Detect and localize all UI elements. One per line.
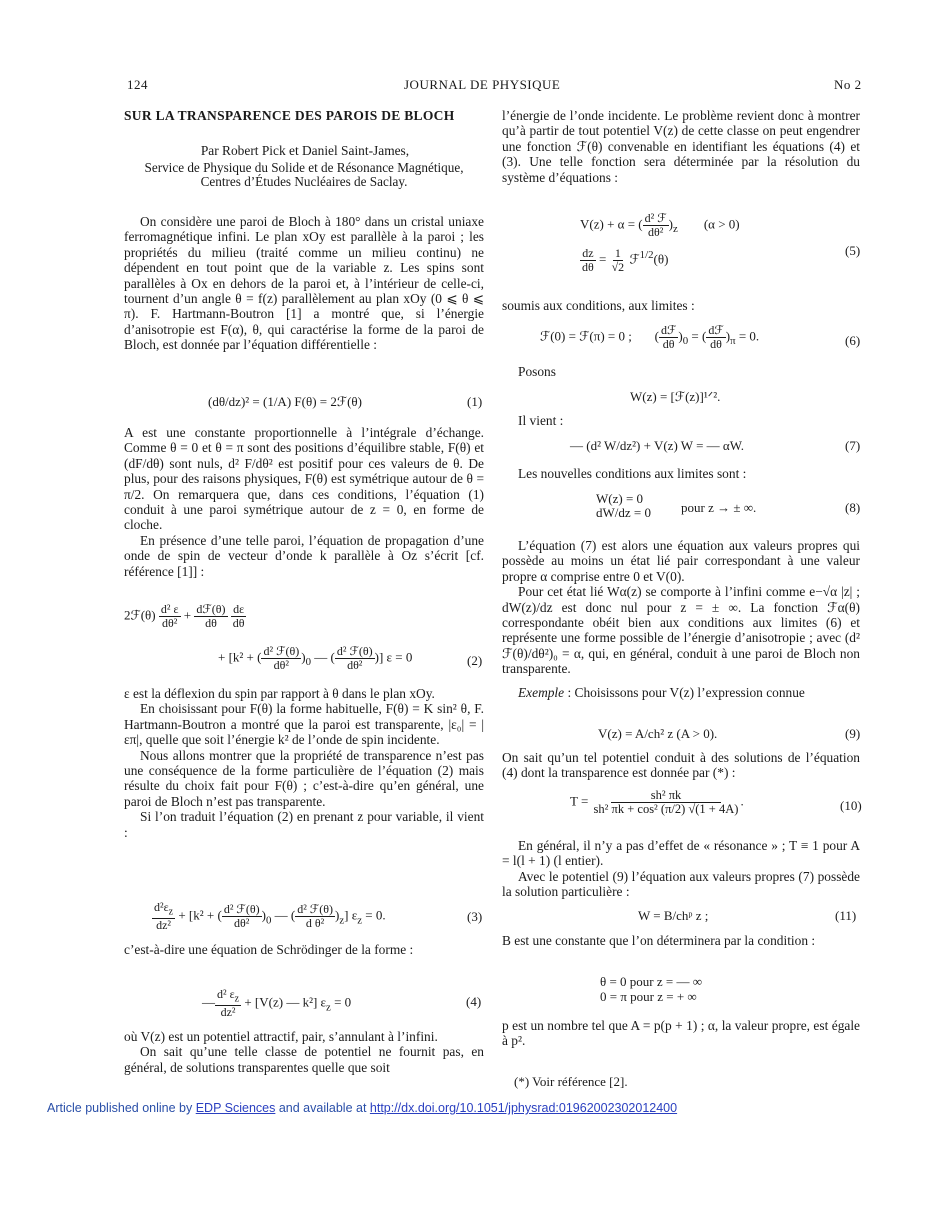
right-paragraph-3 (518, 364, 668, 379)
paragraph: On considère une paroi de Bloch à 180° dans un cristal uniaxe ferromagnétique infini. Le plan xOy est parallèle à la paroi ; les propriétés du milieu (traité comme un milieu continu) ne dépendent en tout point que de la variable z. Les spins sont parallèles à Ox en dehors de la paroi et, à l’intérieur de celle-ci, tournent d’un angle θ = f(z) parallèlement au plan xOy (0 ⩽ θ ⩽ π). F. Hartmann-Boutron [1] a montré que, si l’énergie d’anisotropie est F(α), θ, qui caractérise la forme de la paroi de Bloch, est donnée par l’équation différentielle : (124, 214, 484, 353)
paragraph: En choisissant pour F(θ) la forme habituelle, F(θ) = K sin² θ, F. Hartmann-Boutron a montré que la paroi est transparente, |ε₀| = |επ|, quelle que soit l’énergie k² de l’onde de spin incidente. (124, 701, 484, 748)
issue-number: No 2 (834, 77, 862, 92)
paragraph: c’est-à-dire une équation de Schrödinger de la forme : (124, 942, 414, 957)
footer-prefix: Article published online by (47, 1101, 196, 1115)
right-paragraph-9 (502, 750, 860, 781)
paragraph: L’équation (7) est alors une équation aux valeurs propres qui possède au moins un état lié pair correspondant à une valeur propre α comprise entre 0 et V(0). (502, 538, 860, 584)
equation-3-number: (3) (467, 909, 483, 924)
article-authors: Par Robert Pick et Daniel Saint-James, (200, 143, 410, 158)
equation-1: (dθ/dz)² = (1/A) F(θ) = 2ℱ(θ) (208, 394, 362, 409)
left-paragraphs-2-3 (124, 425, 484, 579)
equation-8 (596, 492, 651, 520)
right-paragraph-13 (502, 1018, 860, 1049)
paragraph: où V(z) est un potentiel attractif, pair, s’annulant à l’infini. (124, 1029, 438, 1044)
publication-footer (47, 1101, 677, 1115)
left-paragraphs-4-7 (124, 686, 484, 840)
equation-4-number: (4) (466, 994, 482, 1009)
equation-8-line-1: W(z) = 0 (596, 491, 644, 506)
paragraph: l’énergie de l’onde incidente. Le problème revient donc à montrer qu’à partir de tout potentiel V(z) de cette classe on peut engendrer une fonction ℱ(θ) convenable en identifiant les équations (4) et (3). Une telle fonction sera déterminée par la résolution du système d’équations : (502, 108, 860, 185)
paragraph: Posons (518, 364, 556, 379)
journal-name: JOURNAL DE PHYSIQUE (404, 77, 561, 92)
footer-middle: and available at (275, 1101, 370, 1115)
example-text: : Choisissons pour V(z) l’expression connue (564, 684, 805, 700)
equation-11-number: (11) (835, 908, 857, 923)
right-paragraph-2 (502, 298, 860, 313)
paragraph: Les nouvelles conditions aux limites sont : (518, 466, 747, 481)
equation-9-number: (9) (845, 726, 861, 741)
equation-6-lhs: ℱ(0) = ℱ(π) = 0 ; (540, 328, 632, 344)
equation-w: W(z) = [ℱ(z)]¹ᐟ². (630, 389, 721, 404)
paragraph: soumis aux conditions, aux limites : (502, 298, 695, 313)
equation-6-number: (6) (845, 333, 861, 348)
paragraph (502, 685, 860, 700)
paragraph: On sait qu’une telle classe de potentiel ne fournit pas, en général, de solutions transparentes quelle que soit (124, 1044, 484, 1075)
equation-6: ℱ(0) = ℱ(π) = 0 ; ( $\frac{\text{dℱ}}{d\theta}$ )$_0$ = ( $\frac{\text{dℱ}}{d\theta}$ )$_\pi = 0$. (540, 323, 760, 351)
equation-7-number: (7) (845, 438, 861, 453)
affiliation (118, 161, 490, 189)
paragraph: En général, il n’y a pas d’effet de « résonance » ; T ≡ 1 pour A = l(l + 1) (l entier). (502, 838, 860, 869)
paragraph: Avec le potentiel (9) l’équation aux valeurs propres (7) possède la solution particulière : (502, 868, 860, 900)
equation-11: W = B/chᵖ z ; (638, 908, 709, 923)
equation-4: — $\frac{d^2 \varepsilon_z}{\text{dz²}}$ + [V(z) — k²] $\varepsilon_z = 0$ (202, 987, 352, 1020)
right-paragraph-4 (518, 413, 668, 428)
equation-12 (600, 974, 702, 1004)
paragraph: Si l’on traduit l’équation (2) en prenant z pour variable, il vient : (124, 809, 484, 840)
right-paragraph-5 (518, 466, 858, 481)
equation-5: V(z) + α = ( $\frac{\text{d² ℱ}}{\text{dθ²}}$ )$_z$ (α > 0) $\frac{dz}{d\theta}$ = $\frac{1}{√2}$ ℱ$^{1/2}$(θ) (580, 211, 740, 274)
paragraph: Nous allons montrer que la propriété de transparence n’est pas une conséquence de la forme particulière de l’équation (2) mais résulte du choix fait pour F(θ) ; c’est-à-dire qu’en général, une paroi de Bloch n’est pas transparente. (124, 747, 484, 809)
equation-8-line-2: dW/dz = 0 (596, 505, 651, 520)
left-paragraph-1 (124, 214, 484, 353)
right-paragraphs-10-12 (502, 838, 860, 900)
right-paragraph-12 (502, 933, 860, 948)
right-paragraph-1 (502, 108, 860, 185)
paragraph: p est un nombre tel que A = p(p + 1) ; α, la valeur propre, est égale à p². (502, 1018, 860, 1049)
publisher-link[interactable]: EDP Sciences (195, 1101, 276, 1115)
doi-link[interactable]: http://dx.doi.org/10.1051/jphysrad:01962002302012400 (369, 1101, 678, 1115)
paragraph: A est une constante proportionnelle à l’intégrale d’échange. Comme θ = 0 et θ = π sont des positions d’équilibre stable, F(θ) et (dF/dθ) sont nuls, d² F/dθ² est positif pour ces valeurs de θ. De plus, pour des raisons physiques, F(θ) est symétrique autour de θ = π/2. On remarquera que, dans ces conditions, l’équation (1) conduit à une paroi symétrique autour de z = 0, en forme de cloche. (124, 425, 484, 533)
equation-12-line-1: θ = 0 pour z = — ∞ (600, 974, 703, 989)
footnote: (*) Voir référence [2]. (514, 1074, 628, 1089)
left-paragraphs-9-10 (124, 1029, 484, 1075)
paragraph: En présence d’une telle paroi, l’équation de propagation d’une onde de spin de vecteur d’onde k parallèle à Oz s’écrit [cf. référence [1]] : (124, 532, 484, 579)
equation-1-number: (1) (467, 394, 483, 409)
affiliation-line-2: Centres d’Études Nucléaires de Saclay. (200, 174, 408, 189)
paragraph: Il vient : (518, 413, 564, 428)
paragraph: ε est la déflexion du spin par rapport à θ dans le plan xOy. (124, 686, 435, 701)
article-title: SUR LA TRANSPARENCE DES PAROIS DE BLOCH (124, 108, 455, 123)
equation-7: — (d² W/dz²) + V(z) W = — αW. (570, 438, 745, 453)
equation-10-number: (10) (840, 798, 862, 813)
equation-9: V(z) = A/ch² z (A > 0). (598, 726, 718, 741)
left-paragraph-8 (124, 942, 484, 957)
page-number: 124 (127, 77, 148, 92)
equation-8-number: (8) (845, 500, 861, 515)
equation-2-line-1: 2ℱ(θ) $\frac{\text{d² ε}}{\text{dθ²}}$ + $\frac{\text{dℱ(θ)}}{d\theta}$ $\frac{d\varepsilon}{d\theta}$ (124, 602, 245, 630)
paragraph: B est une constante que l’on déterminera par la condition : (502, 933, 816, 948)
equation-2-line-2: + [k² + ( $\frac{\text{d² ℱ(θ)}}{\text{dθ²}}$ )$_0$ — ( $\frac{\text{d² ℱ(θ)}}{\text{dθ²}}$ )] ε = 0 (218, 644, 413, 672)
equation-10: T = $\frac{\text{sh² πk}}{\text{sh² πk + cos² (π/2) √(1 + 4A)}}$ . (570, 788, 744, 816)
example-label: Exemple (518, 684, 565, 700)
equation-5-number: (5) (845, 243, 861, 258)
equation-3: $\frac{d^2\varepsilon_z}{\text{dz²}}$ + [k² + ( $\frac{\text{d² ℱ(θ)}}{\text{dθ²}}$ )$_0$ — ( $\frac{\text{d² ℱ(θ)}}{\text{d θ²}}$ )$_z$] $\varepsilon_z = 0$. (154, 900, 386, 933)
affiliation-line-1: Service de Physique du Solide et de Résonance Magnétique, (144, 160, 464, 175)
equation-8-condition: pour z → ± ∞. (681, 500, 757, 515)
paragraph: On sait qu’un tel potentiel conduit à des solutions de l’équation (4) dont la transparence est donnée par (*) : (502, 750, 860, 781)
equation-2-number: (2) (467, 653, 483, 668)
equation-12-line-2: 0 = π pour z = + ∞ (600, 989, 697, 1004)
paragraph: Pour cet état lié Wα(z) se comporte à l’infini comme e−√α |z| ; dW(z)/dz est donc nul pour z = ± ∞. La fonction ℱα(θ) correspondante obéit bien aux conditions aux limites (6) et représente une forme possible de l’énergie d’anisotropie ; avec (d² ℱ(θ)/dθ²)₀ = α, qui, en général, conduit à une paroi de Bloch non transparente. (502, 584, 860, 677)
right-paragraphs-6-8 (502, 538, 860, 700)
